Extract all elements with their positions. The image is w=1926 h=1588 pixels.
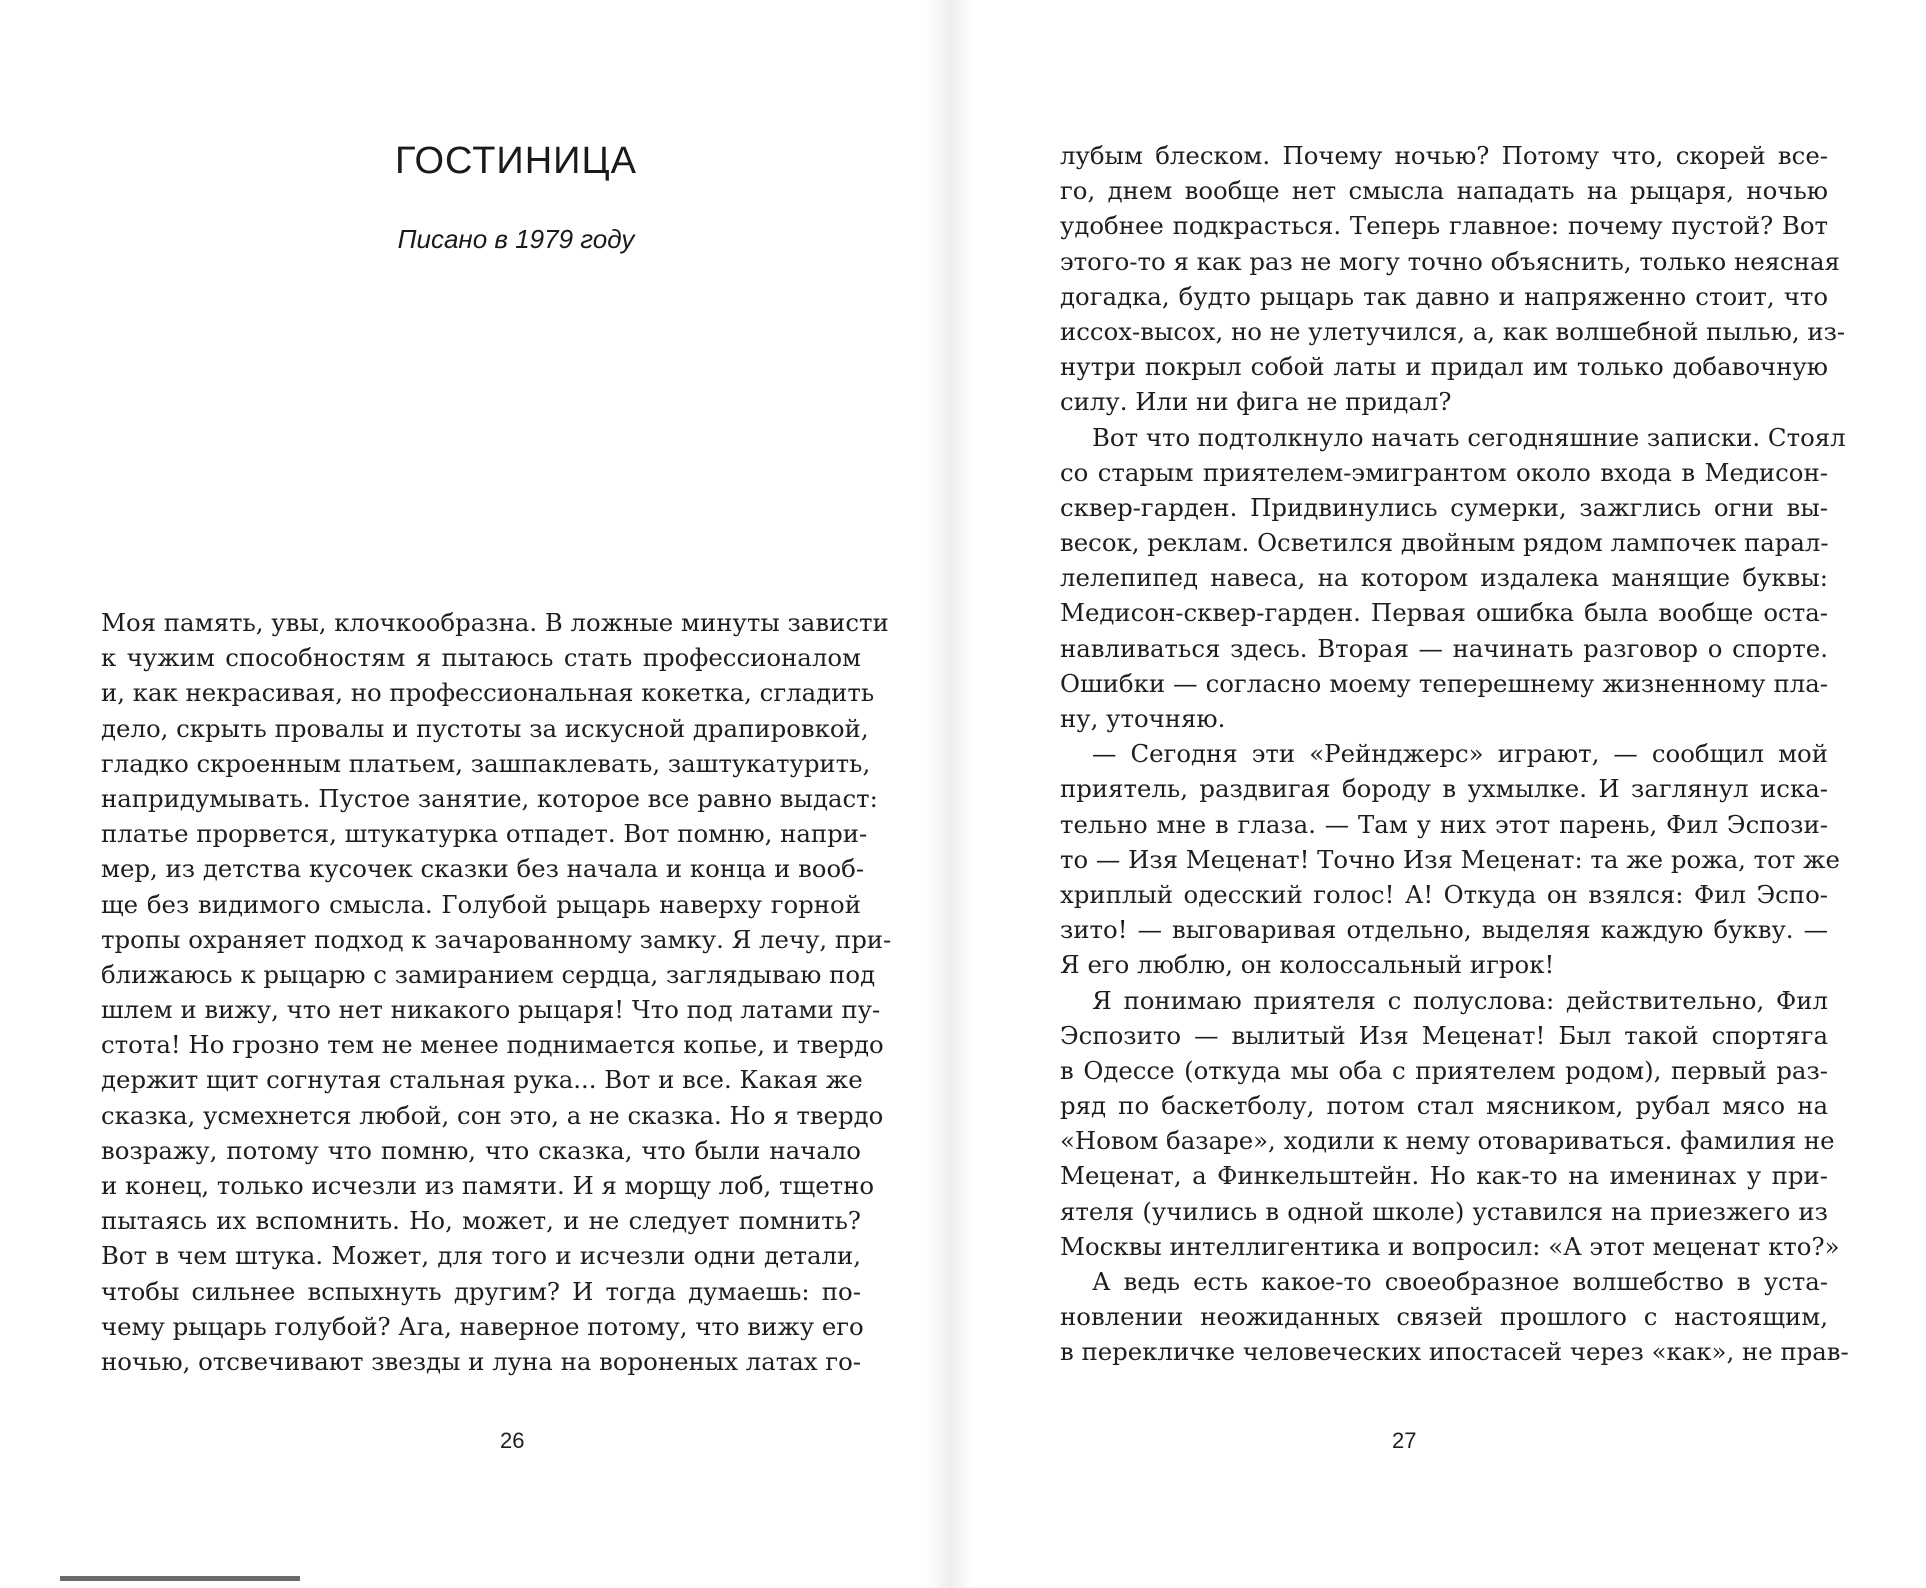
- text-line: чему рыцарь голубой? Ага, наверное потому, что вижу его: [101, 1311, 864, 1341]
- text-line: дело, скрыть провалы и пустоты за искусной драпировкой,: [101, 713, 869, 743]
- right-page-body-text: [1060, 138, 1849, 1370]
- page-number-left: 26: [500, 1428, 525, 1453]
- text-line: удобнее подкрасться. Теперь главное: почему пустой? Вот: [1060, 211, 1828, 241]
- text-line: новлении неожиданных связей прошлого с настоящим,: [1060, 1302, 1828, 1332]
- text-line: шлем и вижу, что нет никакого рыцаря! Что под латами пу-: [101, 995, 881, 1025]
- text-line: ще без видимого смысла. Голубой рыцарь наверху горной: [101, 889, 861, 919]
- text-line: Вот что подтолкнуло начать сегодняшние записки. Стоял: [1092, 422, 1846, 452]
- text-line: тропы охраняет подход к зачарованному замку. Я лечу, при-: [101, 924, 892, 954]
- text-line: к чужим способностям я пытаюсь стать профессионалом: [101, 643, 861, 673]
- text-line: в Одессе (откуда мы оба с приятелем родом), первый раз-: [1060, 1055, 1828, 1085]
- text-line: зито! — выговаривая отдельно, выделяя каждую букву. —: [1060, 915, 1828, 945]
- text-line: Москвы интеллигентика и вопросил: «А этот меценат кто?»: [1060, 1231, 1840, 1261]
- text-line: Я его люблю, он колоссальный игрок!: [1060, 950, 1555, 980]
- text-line: ближаюсь к рыцарю с замиранием сердца, заглядываю под: [101, 959, 876, 989]
- text-line: весок, реклам. Осветился двойным рядом лампочек парал-: [1060, 528, 1829, 558]
- text-line: ряд по баскетболу, потом стал мясником, рубал мясо на: [1060, 1091, 1828, 1121]
- text-line: — Сегодня эти «Рейнджерс» играют, — сообщил мой: [1092, 739, 1828, 769]
- text-line: «Новом базаре», ходили к нему отовариваться. фамилия не: [1060, 1126, 1835, 1156]
- text-line: приятель, раздвигая бороду в ухмылке. И заглянул иска-: [1060, 774, 1828, 804]
- book-gutter: [924, 0, 972, 1588]
- text-line: то — Изя Меценат! Точно Изя Меценат: та же рожа, тот же: [1060, 844, 1840, 874]
- text-line: ятеля (учились в одной школе) уставился на приезжего из: [1060, 1196, 1828, 1226]
- text-line: Вот в чем штука. Может, для того и исчезли одни детали,: [101, 1241, 861, 1271]
- text-line: сквер-гарден. Придвинулись сумерки, зажглись огни вы-: [1060, 492, 1828, 522]
- chapter-title: ГОСТИНИЦА: [395, 140, 637, 182]
- text-line: нутри покрыл собой латы и придал им только добавочную: [1060, 352, 1828, 382]
- text-line: А ведь есть какое-то своеобразное волшебство в уста-: [1092, 1267, 1828, 1296]
- text-line: со старым приятелем-эмигрантом около входа в Медисон-: [1060, 457, 1828, 487]
- text-line: в перекличке человеческих ипостасей через «как», не прав-: [1060, 1337, 1849, 1367]
- text-line: этого-то я как раз не могу точно объяснить, только неясная: [1060, 246, 1840, 276]
- left-page: [0, 0, 962, 1588]
- text-line: догадка, будто рыцарь так давно и напряженно стоит, что: [1060, 281, 1828, 311]
- text-line: чтобы сильнее вспыхнуть другим? И тогда думаешь: по-: [101, 1276, 861, 1306]
- text-line: тельно мне в глаза. — Там у них этот парень, Фил Эспози-: [1060, 809, 1828, 839]
- text-line: Моя память, увы, клочкообразна. В ложные минуты зависти: [101, 608, 889, 637]
- text-line: гладко скроенным платьем, зашпаклевать, заштукатурить,: [101, 748, 871, 778]
- text-line: лубым блеском. Почему ночью? Потому что, скорей все-: [1060, 141, 1828, 170]
- text-line: лелепипед навеса, на котором издалека манящие буквы:: [1060, 563, 1828, 593]
- text-line: Меценат, а Финкельштейн. Но как-то на именинах у при-: [1060, 1161, 1828, 1191]
- text-line: ночью, отсвечивают звезды и луна на вороненых латах го-: [101, 1346, 862, 1376]
- text-line: Медисон-сквер-гарден. Первая ошибка была вообще оста-: [1060, 598, 1828, 628]
- text-line: стота! Но грозно тем не менее поднимается копье, и твердо: [101, 1030, 884, 1060]
- text-line: иссох-высох, но не улетучился, а, как волшебной пылью, из-: [1060, 316, 1846, 346]
- text-line: и, как некрасивая, но профессиональная кокетка, сгладить: [101, 678, 875, 708]
- text-line: навливаться здесь. Вторая — начинать разговор о спорте.: [1060, 633, 1828, 663]
- text-line: Эспозито — вылитый Изя Меценат! Был такой спортяга: [1060, 1020, 1828, 1050]
- text-line: силу. Или ни фига не придал?: [1060, 387, 1452, 417]
- page-edge-shadow: [60, 1576, 300, 1581]
- text-line: напридумывать. Пустое занятие, которое все равно выдаст:: [101, 783, 878, 813]
- text-line: Я понимаю приятеля с полуслова: действительно, Фил: [1092, 985, 1828, 1015]
- text-line: и конец, только исчезли из памяти. И я морщу лоб, тщетно: [101, 1171, 875, 1200]
- text-line: мер, из детства кусочек сказки без начала и конца и вооб-: [101, 854, 865, 884]
- text-line: пытаясь их вспомнить. Но, может, и не следует помнить?: [101, 1206, 861, 1236]
- text-line: сказка, усмехнется любой, сон это, а не сказка. Но я твердо: [101, 1100, 884, 1130]
- text-line: Ошибки — согласно моему теперешнему жизненному пла-: [1060, 668, 1828, 698]
- chapter-subtitle: Писано в 1979 году: [397, 224, 635, 254]
- text-line: ну, уточняю.: [1060, 704, 1226, 733]
- page-number-right: 27: [1392, 1428, 1417, 1453]
- text-line: го, днем вообще нет смысла нападать на рыцаря, ночью: [1060, 176, 1828, 206]
- text-line: возражу, потому что помню, что сказка, что были начало: [101, 1135, 861, 1165]
- text-line: хриплый одесский голос! А! Откуда он взялся: Фил Эспо-: [1060, 879, 1828, 909]
- text-line: держит щит согнутая стальная рука... Вот и все. Какая же: [101, 1065, 863, 1095]
- text-line: платье прорвется, штукатурка отпадет. Вот помню, напри-: [101, 819, 868, 849]
- left-page-body-text: [101, 605, 892, 1379]
